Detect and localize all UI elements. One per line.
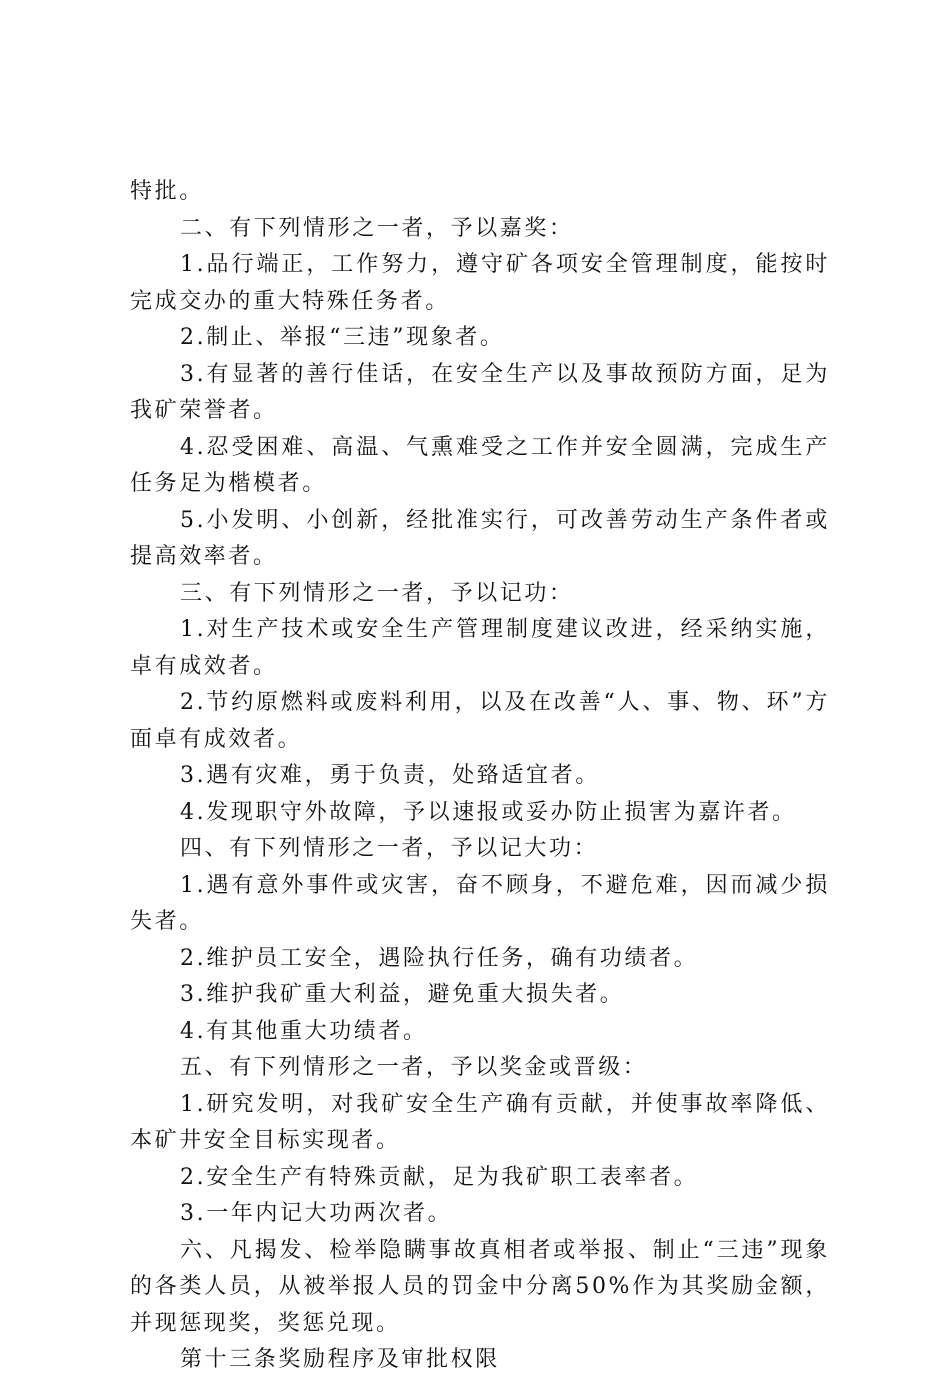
list-item: 1.对生产技术或安全生产管理制度建议改进，经采纳实施，卓有成效者。 <box>130 617 830 679</box>
section-heading-bonus-promotion: 五、有下列情形之一者，予以奖金或晋级： <box>180 1055 648 1080</box>
list-item: 1.研究发明，对我矿安全生产确有贡献，并使事故率降低、本矿井安全目标实现者。 <box>130 1091 830 1153</box>
list-item: 5.小发明、小创新，经批准实行，可改善劳动生产条件者或提高效率者。 <box>130 507 830 569</box>
list-item: 2.节约原燃料或废料利用，以及在改善“人、事、物、环”方面卓有成效者。 <box>130 690 830 752</box>
list-item: 4.忍受困难、高温、气熏难受之工作并安全圆满，完成生产任务足为楷模者。 <box>130 434 830 496</box>
list-item: 4.有其他重大功绩者。 <box>180 1018 428 1044</box>
document-body <box>130 174 830 1379</box>
paragraph-continuation: 特批。 <box>130 179 204 204</box>
list-item: 3.维护我矿重大利益，避免重大损失者。 <box>180 982 625 1007</box>
section-heading-commendation: 二、有下列情形之一者，予以嘉奖： <box>180 215 574 241</box>
list-item: 1.遇有意外事件或灾害，奋不顾身，不避危难，因而减少损失者。 <box>130 872 830 934</box>
article-heading: 第十三条奖励程序及审批权限 <box>180 1347 500 1372</box>
list-item: 2.安全生产有特殊贡献，足为我矿职工表率者。 <box>180 1164 699 1190</box>
list-item: 2.维护员工安全，遇险执行任务，确有功绩者。 <box>180 945 699 971</box>
list-item: 3.有显著的善行佳话，在安全生产以及事故预防方面，足为我矿荣誉者。 <box>130 361 830 423</box>
list-item: 3.遇有灾难，勇于负责，处臵适宜者。 <box>180 763 600 788</box>
section-heading-merit: 三、有下列情形之一者，予以记功： <box>180 580 574 606</box>
list-item: 4.发现职守外故障，予以速报或妥办防止损害为嘉许者。 <box>180 799 797 825</box>
list-item: 2.制止、举报“三违”现象者。 <box>180 325 505 350</box>
section-heading-major-merit: 四、有下列情形之一者，予以记大功： <box>180 836 599 861</box>
list-item: 1.品行端正，工作努力，遵守矿各项安全管理制度，能按时完成交办的重大特殊任务者。 <box>130 252 830 314</box>
section-heading-whistleblower-reward: 六、凡揭发、检举隐瞒事故真相者或举报、制止“三违”现象的各类人员，从被举报人员的罚金中分离50%作为其奖励金额，并现惩现奖，奖惩兑现。 <box>130 1237 830 1336</box>
list-item: 3.一年内记大功两次者。 <box>180 1201 453 1226</box>
